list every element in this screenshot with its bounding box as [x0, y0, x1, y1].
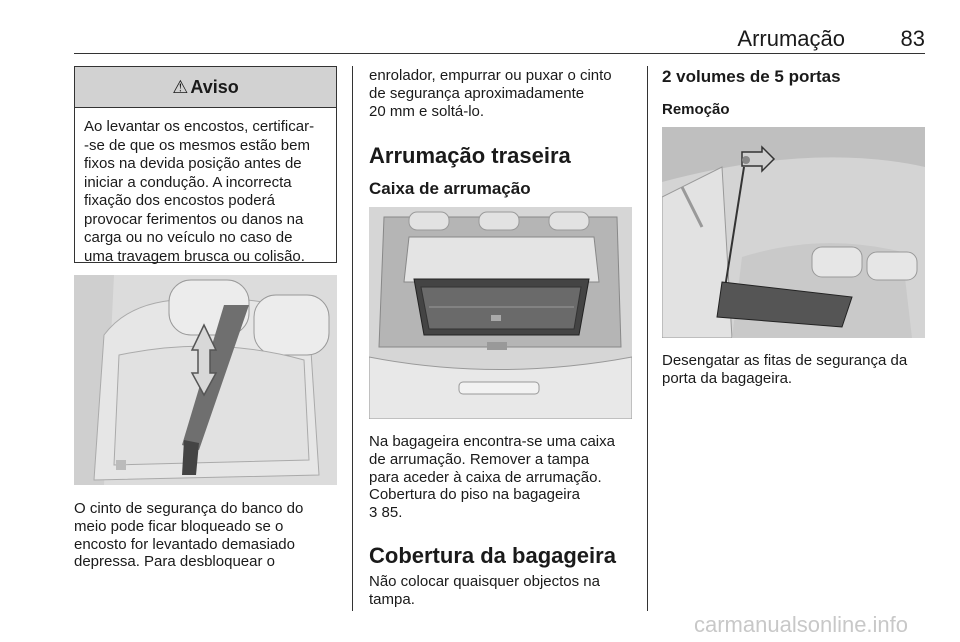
warning-line: fixação dos encostos poderá [84, 192, 275, 209]
text-line: meio pode ficar bloqueado se o [74, 517, 284, 535]
warning-title: Aviso [190, 76, 239, 97]
paragraph-release-straps [662, 352, 937, 388]
paragraph-load-cover [369, 573, 644, 609]
text-line: tampa. [369, 590, 415, 608]
text-line: de segurança aproximadamente [369, 84, 585, 102]
warning-triangle-icon: ⚠ [172, 76, 189, 97]
text-line: Cobertura do piso na bagageira [369, 486, 580, 504]
text-line: 20 mm e soltá-lo. [369, 102, 485, 120]
heading-load-cover: Cobertura da bagageira [369, 543, 616, 568]
illustration-trunk-storage-box [369, 207, 632, 419]
subheading-storage-box: Caixa de arrumação [369, 179, 531, 198]
column-divider-right [647, 66, 648, 611]
warning-line: -se de que os mesmos estão bem [84, 136, 310, 154]
page-header [74, 28, 925, 50]
illustration-rear-seat-belt [74, 275, 337, 485]
warning-title-bar [75, 67, 336, 108]
page-number: 83 [900, 26, 925, 51]
illustration-cover-removal [662, 127, 925, 338]
text-line: porta da bagageira. [662, 369, 793, 387]
text-line: 3 85. [369, 504, 403, 522]
warning-line: uma travagem brusca ou colisão. [84, 247, 305, 265]
heading-rear-storage: Arrumação traseira [369, 143, 571, 168]
watermark-text: carmanualsonline.info [694, 612, 909, 637]
header-rule [74, 53, 925, 54]
text-line: para aceder à caixa de arrumação. [369, 468, 602, 486]
paragraph-storage-box [369, 433, 644, 522]
text-line: encosto for levantado demasiado [74, 535, 295, 553]
warning-box [74, 66, 337, 263]
warning-line: carga ou no veículo no caso de [84, 229, 293, 246]
text-line: Na bagageira encontra-se uma caixa [369, 433, 615, 450]
warning-line: Ao levantar os encostos, certificar- [84, 118, 315, 135]
warning-line: iniciar a condução. A incorrecta [84, 173, 292, 191]
text-line: O cinto de segurança do banco do [74, 500, 304, 517]
heading-5-door-hatchback: 2 volumes de 5 portas [662, 67, 841, 86]
column-divider-left [352, 66, 353, 611]
text-line: depressa. Para desbloquear o [74, 553, 275, 571]
paragraph-continued [369, 67, 644, 120]
text-line: enrolador, empurrar ou puxar o cinto [369, 67, 612, 84]
warning-text [75, 108, 336, 266]
text-line: Desengatar as fitas de segurança da [662, 352, 908, 369]
text-line: Não colocar quaisquer objectos na [369, 573, 600, 590]
section-title: Arrumação [737, 26, 845, 51]
warning-line: fixos na devida posição antes de [84, 155, 302, 172]
paragraph-belt-release [74, 500, 349, 571]
warning-line: provocar ferimentos ou danos na [84, 210, 304, 228]
subheading-removal: Remoção [662, 101, 730, 118]
text-line: de arrumação. Remover a tampa [369, 450, 590, 468]
